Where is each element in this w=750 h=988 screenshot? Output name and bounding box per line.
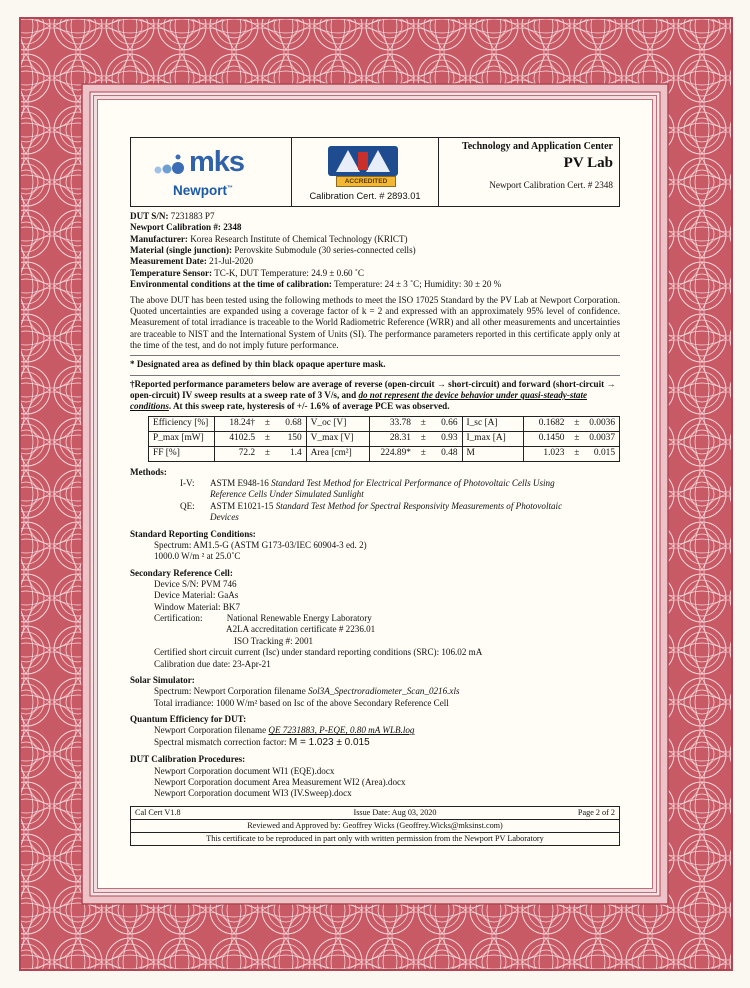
simulator-title: Solar Simulator: [130, 674, 195, 685]
a2la-accreditation [292, 138, 439, 206]
result-param: Area [cm²] [306, 446, 369, 461]
src-spectrum: Spectrum: AM1.5-G (ASTM G173-03/IEC 60904-3 ed. 2) [154, 539, 367, 550]
result-plusminus: ± [568, 446, 585, 461]
certificate-content [130, 137, 620, 846]
procedure-item: Newport Corporation document WI3 (IV.Sweep).docx [154, 788, 352, 799]
result-plusminus: ± [259, 431, 276, 446]
result-plusminus: ± [415, 446, 432, 461]
newport-logo-text: Newport™ [173, 183, 233, 198]
result-uncertainty: 0.93 [432, 431, 462, 446]
result-param: V_max [V] [306, 431, 369, 446]
divider [130, 355, 620, 356]
result-param: FF [%] [149, 446, 215, 461]
footer-notice: This certificate to be reproduced in part only with written permission from the Newport PV Laboratory [206, 834, 544, 844]
procedure-item: Newport Corporation document WI1 (EQE).docx [154, 765, 335, 776]
accredited-badge: ACCREDITED [336, 176, 396, 187]
result-plusminus: ± [568, 431, 585, 446]
result-value: 1.023 [524, 446, 569, 461]
result-uncertainty: 0.0037 [585, 431, 619, 446]
result-uncertainty: 1.4 [276, 446, 306, 461]
lab-info [439, 138, 619, 206]
sweep-note: †Reported performance parameters below are average of reverse (open-circuit → short-circuit) and forward (short-circuit → open-circuit) IV sweep results at a sweep rate of 3 V/s, and do not represent the device behavior under quasi-steady-state conditions. At this sweep rate, hysteresis of +/- 1.6% of average PCE was observed. [130, 378, 616, 412]
result-uncertainty: 150 [276, 431, 306, 446]
ref-cell-window: Window Material: BK7 [154, 601, 241, 612]
dut-sn: DUT S/N: 7231883 P7 [130, 211, 215, 221]
result-uncertainty: 0.48 [432, 446, 462, 461]
result-param: M [462, 446, 524, 461]
temperature-sensor: Temperature Sensor: TC-K, DUT Temperature: 24.9 ± 0.60 ˚C [130, 267, 364, 278]
mks-dots-icon [153, 154, 193, 178]
material: Material (single junction): Perovskite Submodule (30 series-connected cells) [130, 245, 416, 256]
ref-cell-isc: Certified short circuit current (Isc) under standard reporting conditions (SRC): 106.02 mA [154, 647, 483, 658]
dut-fields [130, 211, 620, 291]
simulator-spectrum: Spectrum: Newport Corporation filename Sol3A_Spectroradiometer_Scan_0216.xls [154, 686, 460, 697]
ref-cell-certification: Certification: National Renewable Energy Laboratory [154, 613, 372, 624]
footer-reviewed: Reviewed and Approved by: Geoffrey Wicks (Geoffrey.Wicks@mksinst.com) [131, 820, 619, 833]
result-value: 0.1682 [524, 416, 569, 431]
src-irradiance: 1000.0 W/m ² at 25.0˚C [154, 551, 241, 562]
divider [130, 375, 620, 376]
results-row [149, 416, 620, 431]
result-plusminus: ± [415, 431, 432, 446]
methods-title: Methods: [130, 466, 167, 477]
mks-newport-logo [131, 138, 292, 206]
result-param: I_max [A] [462, 431, 524, 446]
footer-issue-date: Issue Date: Aug 03, 2020 [353, 807, 437, 817]
qe-title: Quantum Efficiency for DUT: [130, 713, 247, 724]
results-row [149, 431, 620, 446]
result-uncertainty: 0.66 [432, 416, 462, 431]
environmental-conditions: Environmental conditions at the time of calibration: Temperature: 24 ± 3 ˚C; Humidity: 30 ± 20 % [130, 279, 502, 290]
src-title: Standard Reporting Conditions: [130, 528, 256, 539]
result-param: V_oc [V] [306, 416, 369, 431]
certificate-header [130, 137, 620, 207]
result-plusminus: ± [259, 446, 276, 461]
measurement-date: Measurement Date: 21-Jul-2020 [130, 256, 254, 267]
method-iv: I-V: ASTM E948-16 Standard Test Method for Electrical Performance of Photovoltaic Cells Using Reference Cells Under Simulated Sunlight [180, 478, 555, 500]
footer-page: Page 2 of 2 [577, 807, 615, 817]
simulator-irradiance: Total irradiance: 1000 W/m² based on Isc of the above Secondary Reference Cell [154, 697, 449, 708]
aperture-note: * Designated area as defined by thin black opaque aperture mask. [130, 359, 386, 370]
result-value: 4102.5 [215, 431, 260, 446]
lab-title: PV Lab [563, 155, 613, 171]
result-value: 0.1450 [524, 431, 569, 446]
footer-version: Cal Cert V1.8 [135, 807, 181, 817]
result-value: 18.24† [215, 416, 260, 431]
result-param: I_sc [A] [462, 416, 524, 431]
ref-cell-due: Calibration due date: 23-Apr-21 [154, 658, 271, 669]
result-uncertainty: 0.0036 [585, 416, 619, 431]
result-param: P_max [mW] [149, 431, 215, 446]
result-plusminus: ± [568, 416, 585, 431]
lab-cert-number: Newport Calibration Cert. # 2348 [489, 180, 613, 190]
result-plusminus: ± [415, 416, 432, 431]
result-value: 224.89* [369, 446, 415, 461]
procedure-item: Newport Corporation document Area Measurement WI2 (Area).docx [154, 776, 406, 787]
result-value: 28.31 [369, 431, 415, 446]
iso-statement: The above DUT has been tested using the following methods to meet the ISO 17025 Standard by the PV Lab at Newport Corporation. Quoted uncertainties are expanded using a coverage factor of k = 2 and expressed with an approximately 95% level of confidence. Measurement of total irradiance is traceable to the World Radiometric Reference (WRR) and all other measurements and uncertainties are traceable to NIST and the International System of Units (SI). The performance parameters reported in this certificate apply only at the time of the test, and do not imply future performance. [130, 294, 620, 350]
result-value: 72.2 [215, 446, 260, 461]
lab-center-name: Technology and Application Center [461, 141, 613, 152]
ref-cell-sn: Device S/N: PVM 746 [154, 578, 237, 589]
ref-cell-material: Device Material: GaAs [154, 590, 239, 601]
certificate-footer [130, 806, 620, 847]
procedures-title: DUT Calibration Procedures: [130, 754, 246, 765]
result-value: 33.78 [369, 416, 415, 431]
ref-cell-iso: ISO Tracking #: 2001 [234, 635, 314, 646]
calibration-number: Newport Calibration #: 2348 [130, 222, 242, 233]
ref-cell-a2la: A2LA accreditation certificate # 2236.01 [226, 624, 376, 635]
mks-logo-text: mks [189, 146, 245, 178]
result-uncertainty: 0.68 [276, 416, 306, 431]
manufacturer: Manufacturer: Korea Research Institute of Chemical Technology (KRICT) [130, 233, 408, 244]
qe-file: Newport Corporation filename QE 7231883, P-EQE, 0.80 mA WLB.log [154, 725, 415, 736]
results-row [149, 446, 620, 461]
ref-cell-title: Secondary Reference Cell: [130, 567, 233, 578]
result-uncertainty: 0.015 [585, 446, 619, 461]
results-table [148, 416, 620, 462]
qe-mismatch: Spectral mismatch correction factor: M = 1.023 ± 0.015 [154, 736, 370, 748]
result-param: Efficiency [%] [149, 416, 215, 431]
a2la-cert-number: Calibration Cert. # 2893.01 [309, 191, 421, 202]
result-plusminus: ± [259, 416, 276, 431]
method-qe: QE: ASTM E1021-15 Standard Test Method for Spectral Responsivity Measurements of Photovoltaic Devices [180, 500, 563, 523]
